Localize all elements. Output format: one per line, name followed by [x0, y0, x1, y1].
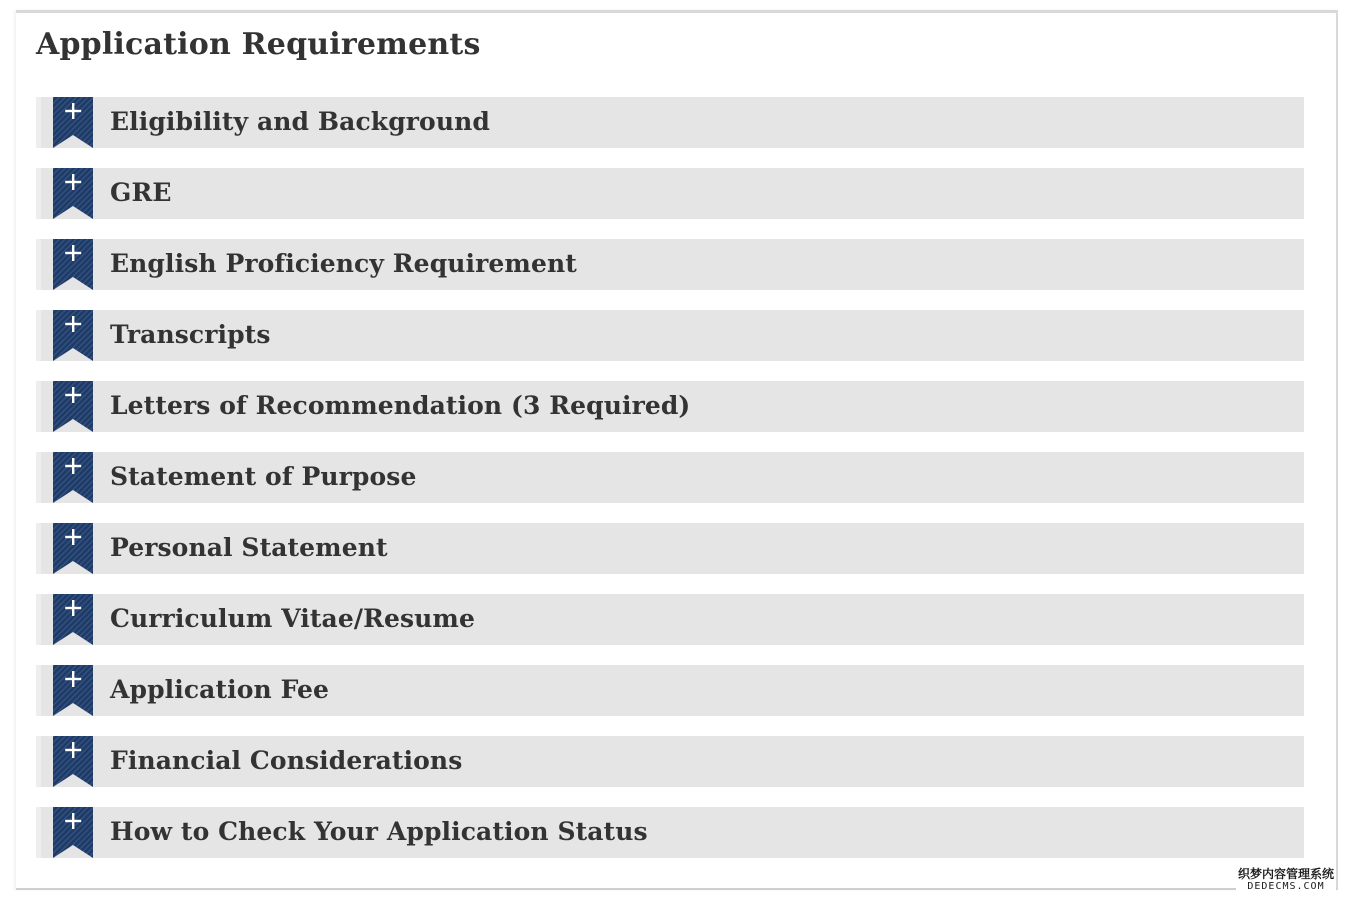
- plus-icon[interactable]: [53, 381, 93, 432]
- plus-icon[interactable]: [53, 736, 93, 787]
- accordion-item-label: Letters of Recommendation (3 Required): [110, 391, 691, 420]
- accordion-item-eligibility[interactable]: [36, 97, 1304, 148]
- accordion-item-label: Eligibility and Background: [110, 107, 490, 136]
- accordion-item-financial-considerations[interactable]: [36, 736, 1304, 787]
- plus-icon[interactable]: [53, 452, 93, 503]
- accordion-item-statement-of-purpose[interactable]: [36, 452, 1304, 503]
- accordion-item-label: Curriculum Vitae/Resume: [110, 604, 475, 633]
- page-title: Application Requirements: [36, 27, 481, 62]
- plus-icon[interactable]: [53, 97, 93, 148]
- watermark-domain: DEDECMS.COM: [1247, 881, 1325, 892]
- accordion-item-application-status[interactable]: [36, 807, 1304, 858]
- plus-icon[interactable]: [53, 168, 93, 219]
- accordion-item-gre[interactable]: [36, 168, 1304, 219]
- requirements-accordion: [36, 97, 1304, 878]
- accordion-item-transcripts[interactable]: [36, 310, 1304, 361]
- plus-icon[interactable]: [53, 594, 93, 645]
- watermark-logo: [1236, 868, 1336, 892]
- accordion-item-label: How to Check Your Application Status: [110, 817, 648, 846]
- plus-icon[interactable]: [53, 523, 93, 574]
- plus-icon[interactable]: [53, 665, 93, 716]
- accordion-item-label: Financial Considerations: [110, 746, 463, 775]
- plus-icon[interactable]: [53, 239, 93, 290]
- plus-icon[interactable]: [53, 310, 93, 361]
- accordion-item-label: GRE: [110, 178, 172, 207]
- accordion-item-label: Statement of Purpose: [110, 462, 417, 491]
- accordion-item-application-fee[interactable]: [36, 665, 1304, 716]
- accordion-item-personal-statement[interactable]: [36, 523, 1304, 574]
- accordion-item-label: Personal Statement: [110, 533, 388, 562]
- accordion-item-recommendation-letters[interactable]: [36, 381, 1304, 432]
- accordion-item-label: Application Fee: [110, 675, 330, 704]
- watermark-text: 织梦内容管理系统: [1237, 867, 1334, 881]
- requirements-panel: [16, 10, 1338, 890]
- accordion-item-english-proficiency[interactable]: [36, 239, 1304, 290]
- accordion-item-label: Transcripts: [110, 320, 271, 349]
- plus-icon[interactable]: [53, 807, 93, 858]
- accordion-item-cv-resume[interactable]: [36, 594, 1304, 645]
- accordion-item-label: English Proficiency Requirement: [110, 249, 577, 278]
